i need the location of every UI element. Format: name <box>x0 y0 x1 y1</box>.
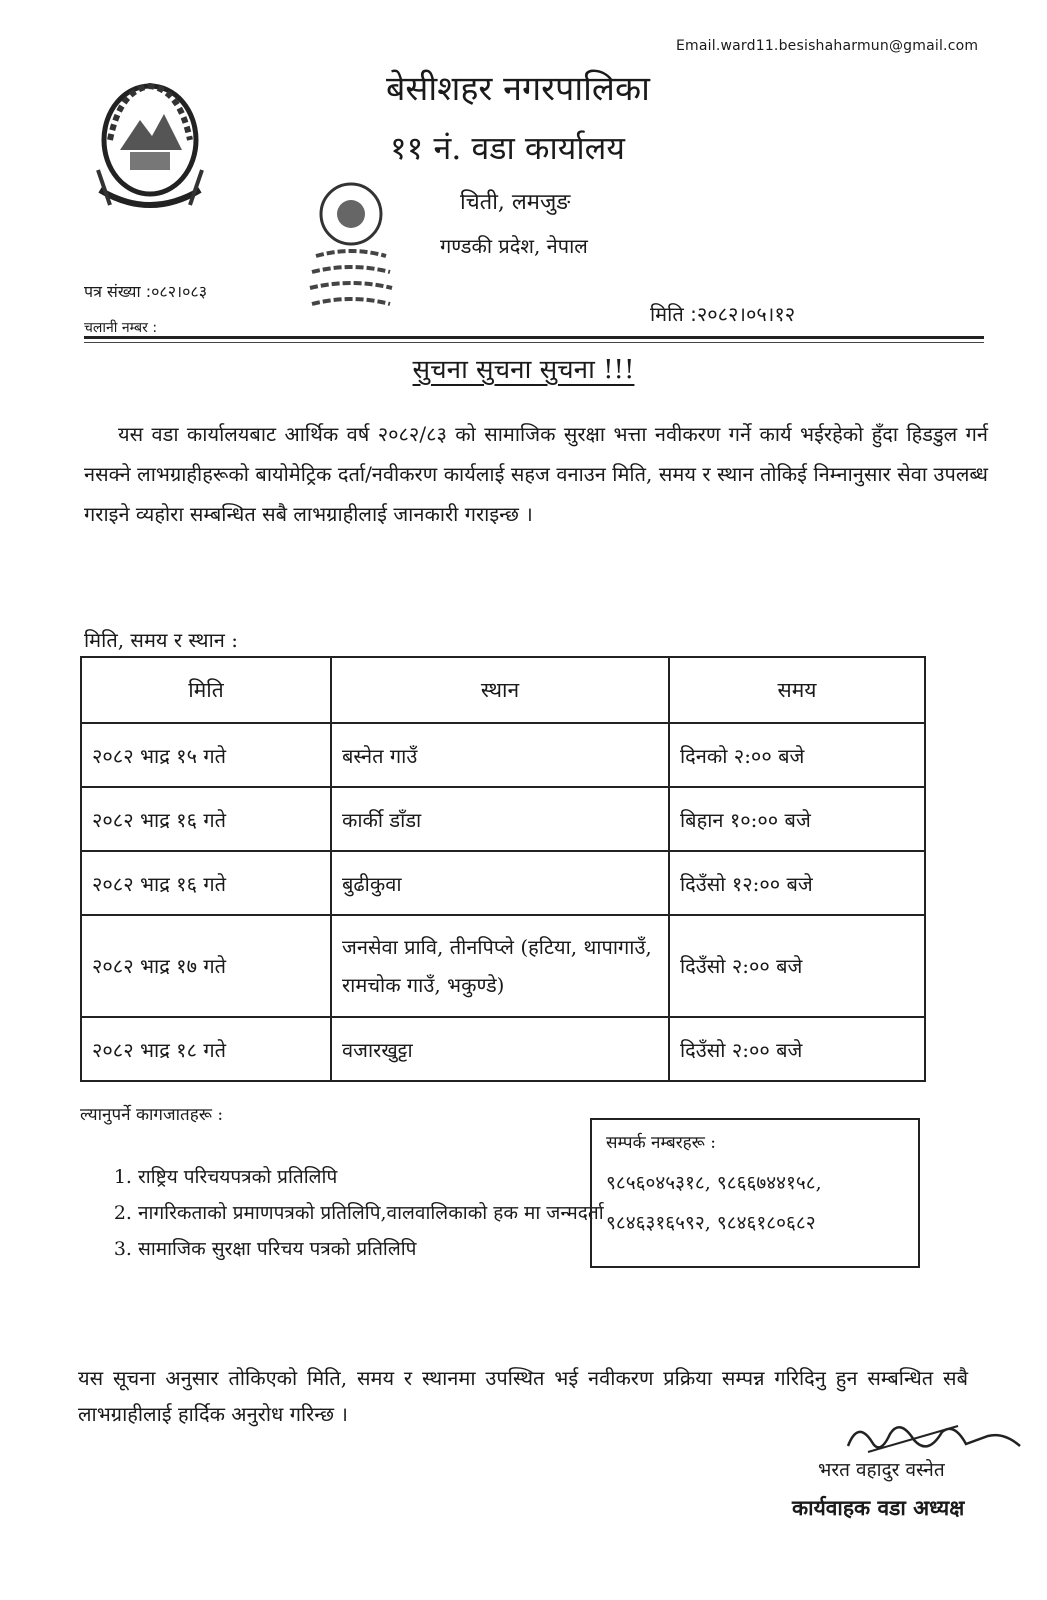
office-stamp-icon <box>296 176 406 336</box>
documents-list <box>104 1160 608 1268</box>
contact-title: सम्पर्क नम्बरहरू : <box>606 1133 717 1153</box>
row-date: २०८२ भाद्र १६ गते <box>81 851 331 915</box>
row-place: बुढीकुवा <box>331 851 669 915</box>
row-time: बिहान १०:०० बजे <box>669 787 925 851</box>
column-header-date: मिति <box>81 657 331 723</box>
email-address: Email.ward11.besishaharmun@gmail.com <box>676 38 979 54</box>
table-row <box>81 851 925 915</box>
dispatch-number: चलानी नम्बर : <box>84 320 158 336</box>
table-row <box>81 1017 925 1081</box>
column-header-time: समय <box>669 657 925 723</box>
letter-number: पत्र संख्या :०८२।०८३ <box>84 282 208 301</box>
contact-numbers-line-1: ९८५६०४५३१८, ९८६६७४४१५८, <box>606 1172 822 1194</box>
list-item: 1. राष्ट्रिय परिचयपत्रको प्रतिलिपि <box>138 1160 608 1194</box>
letter-date: मिति :२०८२।०५।१२ <box>650 302 796 326</box>
notice-heading: सुचना सुचना सुचना !!! <box>412 355 635 385</box>
closing-paragraph: यस सूचना अनुसार तोकिएको मिति, समय र स्थानमा उपस्थित भई नवीकरण प्रक्रिया सम्पन्न गरिदिनु हुन सम्बन्धित सबै लाभग्राहीलाई हार्दिक अनुरोध गरिन्छ । <box>78 1366 968 1426</box>
row-date: २०८२ भाद्र १६ गते <box>81 787 331 851</box>
header-divider-thin <box>84 342 984 343</box>
notice-body: यस वडा कार्यालयबाट आर्थिक वर्ष २०८२/८३ को सामाजिक सुरक्षा भत्ता नवीकरण गर्ने कार्य भईरहेको हुँदा हिडडुल गर्न नसक्ने लाभग्राहीहरूको बायोमेट्रिक दर्ता/नवीकरण कार्यलाई सहज वनाउन मिति, समय र स्थान तोकिई निम्नानुसार सेवा उपलब्ध गराइने व्यहोरा सम्बन्धित सबै लाभग्राहीलाई जानकारी गराइन्छ । <box>84 422 988 526</box>
schedule-table <box>80 656 926 1082</box>
schedule-title: मिति, समय र स्थान : <box>84 628 238 652</box>
header-divider <box>84 336 984 339</box>
row-place: वजारखुट्टा <box>331 1017 669 1081</box>
row-date: २०८२ भाद्र १८ गते <box>81 1017 331 1081</box>
table-row <box>81 915 925 1017</box>
documents-title: ल्यानुपर्ने कागजातहरू : <box>80 1105 224 1125</box>
signatory-title: कार्यवाहक वडा अध्यक्ष <box>792 1495 965 1520</box>
row-place: कार्की डाँडा <box>331 787 669 851</box>
row-date: २०८२ भाद्र १७ गते <box>81 915 331 1017</box>
table-row <box>81 723 925 787</box>
list-item: 3. सामाजिक सुरक्षा परिचय पत्रको प्रतिलिपि <box>138 1232 608 1266</box>
column-header-place: स्थान <box>331 657 669 723</box>
row-time: दिउँसो २:०० बजे <box>669 1017 925 1081</box>
contact-numbers-line-2: ९८४६३१६५९२, ९८४६१८०६८२ <box>606 1212 816 1234</box>
contact-box <box>590 1118 920 1268</box>
row-time: दिउँसो २:०० बजे <box>669 915 925 1017</box>
signatory-name: भरत वहादुर वस्नेत <box>818 1459 945 1481</box>
nepal-emblem-icon <box>90 70 210 220</box>
row-place: जनसेवा प्रावि, तीनपिप्ले (हटिया, थापागाउँ, रामचोक गाउँ, भकुण्डे) <box>331 915 669 1017</box>
address-line-1: चिती, लमजुङ <box>460 190 571 215</box>
table-row <box>81 787 925 851</box>
address-line-2: गण्डकी प्रदेश, नेपाल <box>440 234 588 258</box>
table-header-row <box>81 657 925 723</box>
municipality-name: बेसीशहर नगरपालिका <box>386 69 650 109</box>
list-item: 2. नागरिकताको प्रमाणपत्रको प्रतिलिपि,वालवालिकाको हक मा जन्मदर्ता <box>138 1196 608 1230</box>
row-time: दिनको २:०० बजे <box>669 723 925 787</box>
row-time: दिउँसो १२:०० बजे <box>669 851 925 915</box>
ward-office-name: ११ नं. वडा कार्यालय <box>390 129 625 167</box>
row-date: २०८२ भाद्र १५ गते <box>81 723 331 787</box>
row-place: बस्नेत गाउँ <box>331 723 669 787</box>
